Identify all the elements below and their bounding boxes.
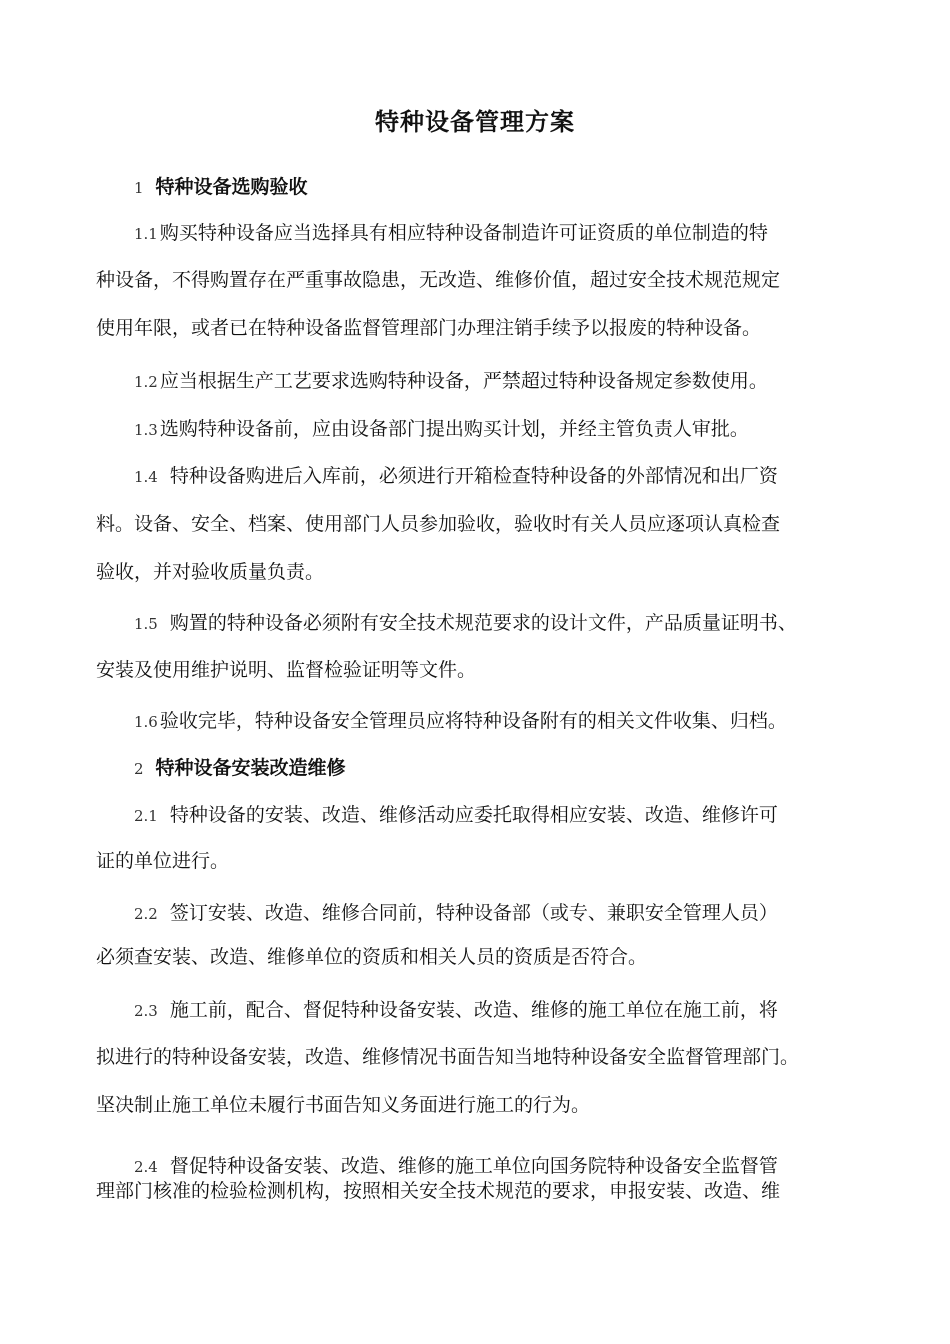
section-number: 2: [134, 760, 144, 778]
clause-number: 2.2: [134, 905, 158, 923]
section-heading-1: [134, 172, 308, 203]
section-heading-2: [134, 753, 346, 784]
paragraph-line: 坚决制止施工单位未履行书面告知义务面进行施工的行为。: [96, 1094, 591, 1116]
clause-number: 1.2: [134, 373, 158, 391]
clause-number: 1.6: [134, 713, 158, 731]
paragraph-text: 施工前，配合、督促特种设备安装、改造、维修的施工单位在施工前，将: [169, 999, 778, 1021]
paragraph-line: 安装及使用维护说明、监督检验证明等文件。: [96, 659, 477, 681]
paragraph-text: 选购特种设备前，应由设备部门提出购买计划，并经主管负责人审批。: [159, 418, 749, 440]
paragraph-text: 督促特种设备安装、改造、维修的施工单位向国务院特种设备安全监督管: [169, 1155, 778, 1177]
paragraph-line: [134, 461, 778, 492]
document-title: 特种设备管理方案: [375, 108, 575, 136]
clause-number: 1.4: [134, 468, 158, 486]
paragraph-text: 购置的特种设备必须附有安全技术规范要求的设计文件，产品质量证明书、: [169, 612, 797, 634]
paragraph-line: 必须查安装、改造、维修单位的资质和相关人员的资质是否符合。: [96, 946, 648, 968]
clause-number: 2.4: [134, 1158, 158, 1176]
clause-number: 2.3: [134, 1002, 158, 1020]
paragraph-line: 料。设备、安全、档案、使用部门人员参加验收，验收时有关人员应逐项认真检查: [96, 513, 781, 535]
clause-number: 1.3: [134, 421, 158, 439]
section-title: 特种设备安装改造维修: [155, 757, 346, 779]
paragraph-text: 应当根据生产工艺要求选购特种设备，严禁超过特种设备规定参数使用。: [159, 370, 768, 392]
paragraph-line: [134, 995, 778, 1026]
paragraph-line: 证的单位进行。: [96, 850, 230, 872]
paragraph-text: 购买特种设备应当选择具有相应特种设备制造许可证资质的单位制造的特: [159, 222, 768, 244]
paragraph-text: 特种设备购进后入库前，必须进行开箱检查特种设备的外部情况和出厂资: [169, 465, 778, 487]
paragraph-line: [134, 706, 787, 737]
paragraph-line: [134, 414, 749, 445]
paragraph-line: [134, 366, 768, 397]
paragraph-text: 验收完毕，特种设备安全管理员应将特种设备附有的相关文件收集、归档。: [159, 710, 787, 732]
paragraph-line: 理部门核准的检验检测机构，按照相关安全技术规范的要求，申报安装、改造、维: [96, 1180, 781, 1202]
paragraph-line: [134, 800, 778, 831]
paragraph-text: 签订安装、改造、维修合同前，特种设备部（或专、兼职安全管理人员）: [169, 902, 778, 924]
paragraph-line: 种设备，不得购置存在严重事故隐患，无改造、维修价值，超过安全技术规范规定: [96, 269, 781, 291]
paragraph-line: [134, 218, 768, 249]
section-title: 特种设备选购验收: [155, 176, 308, 198]
paragraph-line: [134, 898, 778, 929]
clause-number: 1.5: [134, 615, 158, 633]
paragraph-line: [134, 608, 797, 639]
paragraph-text: 特种设备的安装、改造、维修活动应委托取得相应安装、改造、维修许可: [169, 804, 778, 826]
section-number: 1: [134, 179, 144, 197]
clause-number: 1.1: [134, 225, 158, 243]
paragraph-line: 验收，并对验收质量负责。: [96, 561, 325, 583]
paragraph-line: 拟进行的特种设备安装，改造、维修情况书面告知当地特种设备安全监督管理部门。: [96, 1046, 800, 1068]
paragraph-line: 使用年限，或者已在特种设备监督管理部门办理注销手续予以报废的特种设备。: [96, 317, 762, 339]
clause-number: 2.1: [134, 807, 158, 825]
